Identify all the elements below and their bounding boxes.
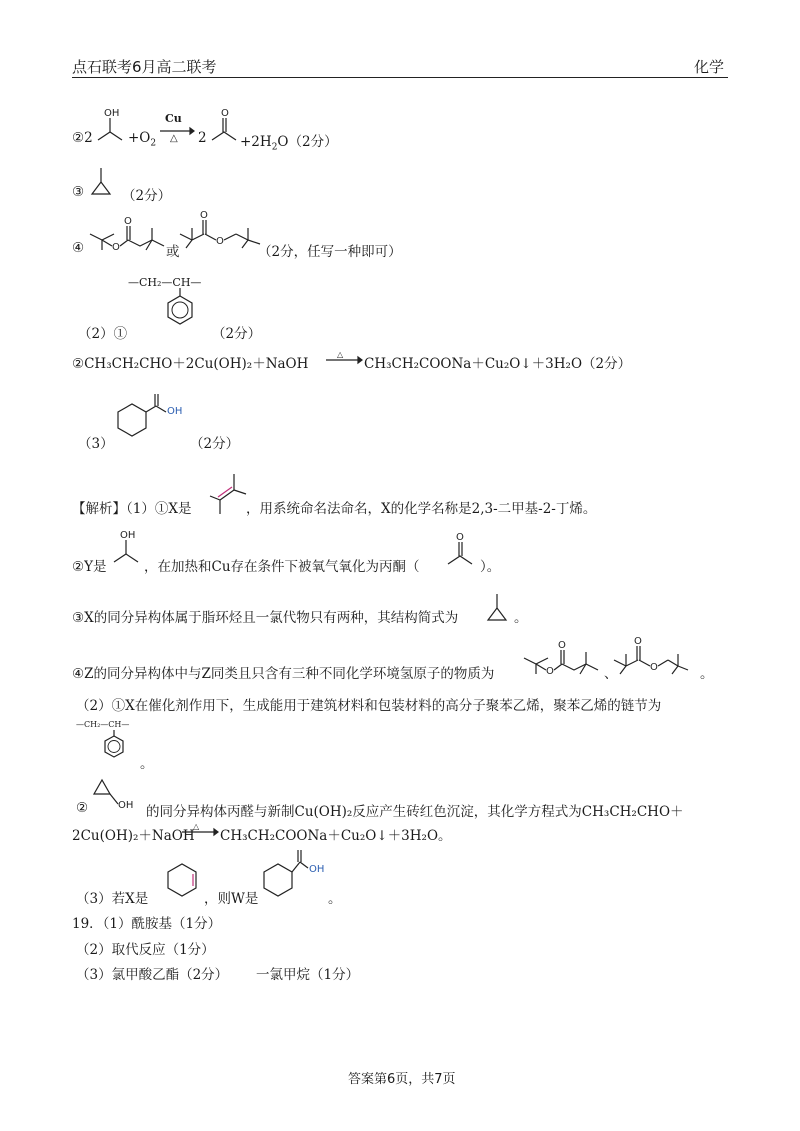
b2-arrow	[182, 822, 218, 836]
analysis-b2-line2-rest: CH₃CH₂COONa＋Cu₂O↓＋3H₂O。	[220, 828, 452, 844]
header-left: 点石联考6月高二联考	[72, 58, 217, 76]
analysis-b2-mark: ②	[76, 800, 89, 816]
q2-equation: ②CH₃CH₂CHO＋2Cu(OH)₂＋NaOH	[72, 356, 309, 372]
acetone-structure-2	[446, 530, 482, 570]
cyclohexene-structure	[160, 862, 204, 902]
analysis-a2-suffix: ）。	[480, 559, 501, 575]
item3-mark: ③	[72, 184, 85, 200]
ester-structure-1	[88, 212, 170, 252]
q19-part3a: （3）氯甲酸乙酯（2分）	[76, 967, 229, 983]
eq2-prefix: ②2	[72, 130, 93, 146]
cyclopropanol-structure	[88, 776, 138, 812]
analysis-a3: ③X的同分异构体属于脂环烃且一氯代物只有两种，其结构简式为	[72, 610, 459, 626]
svg-text:O: O	[124, 216, 132, 227]
q2-label: （2）①	[78, 326, 128, 342]
eq2-rest: $+2H_2O(2$分）	[240, 134, 338, 153]
analysis-a4-end: 。	[700, 666, 714, 682]
item3-score: （2分）	[122, 188, 172, 204]
analysis-a2-mid: ，在加热和Cu存在条件下被氧气氧化为丙酮（	[144, 559, 420, 575]
analysis-c-end: 。	[328, 891, 342, 907]
analysis-a2-prefix: ②Y是	[72, 559, 107, 575]
analysis-c-mid: ，则W是	[204, 891, 259, 907]
header-rule	[72, 77, 728, 78]
polystyrene-ring	[160, 288, 200, 332]
q2-score: （2分）	[212, 326, 262, 342]
analysis-c-prefix: （3）若X是	[76, 891, 149, 907]
analysis-b1-end: 。	[140, 756, 154, 772]
svg-text:△: △	[193, 822, 200, 831]
svg-text:O: O	[200, 210, 208, 221]
methylcyclopropane-structure	[88, 166, 124, 202]
header-right: 化学	[694, 58, 725, 76]
analysis-a1-suffix: ，用系统命名法命名，X的化学名称是2,3-二甲基-2-丁烯。	[246, 501, 597, 517]
eq2-cu-label: Cu	[165, 112, 182, 125]
cyclohexanecarboxylic-acid	[104, 392, 184, 452]
svg-text:O: O	[634, 636, 642, 647]
eq2-plus-o2: $+O_2$	[128, 130, 157, 149]
item4-or: 或	[166, 244, 180, 260]
q19-part3b: 一氯甲烷（1分）	[256, 967, 360, 983]
dimethylbutene-structure	[208, 470, 248, 518]
svg-text:O: O	[650, 662, 658, 673]
svg-text:OH: OH	[309, 864, 325, 875]
cyclohexanecarboxylic-acid-2	[258, 846, 338, 906]
q19-part1: 19．（1）酰胺基（1分）	[72, 916, 222, 932]
polystyrene-ring-2	[100, 730, 130, 764]
svg-text:OH: OH	[120, 530, 136, 541]
svg-text:O: O	[112, 242, 120, 253]
item4-score: （2分，任写一种即可）	[258, 244, 402, 260]
q19-part2: （2）取代反应（1分）	[76, 942, 215, 958]
svg-text:△: △	[337, 350, 344, 359]
analysis-a4-sep: 、	[604, 666, 618, 682]
analysis-a1-prefix: 【解析】（1）①X是	[72, 501, 192, 517]
ester-structure-4	[612, 634, 702, 674]
svg-text:O: O	[456, 532, 464, 543]
svg-text:O: O	[558, 640, 566, 651]
methylcyclopropane-structure-2	[484, 592, 518, 626]
page-number: 答案第6页，共7页	[348, 1072, 456, 1087]
polymer-unit-label: —CH₂—CH—	[128, 276, 202, 289]
eq2-coef: 2	[198, 130, 207, 146]
svg-text:OH: OH	[104, 108, 120, 119]
q3-score: （2分）	[190, 436, 240, 452]
svg-text:O: O	[546, 666, 554, 677]
svg-text:O: O	[216, 236, 224, 247]
polymer-unit-label-2: —CH₂—CH—	[76, 720, 130, 729]
analysis-b1: （2）①X在催化剂作用下，生成能用于建筑材料和包装材料的高分子聚苯乙烯，聚苯乙烯的链节为	[76, 698, 662, 714]
svg-text:OH: OH	[118, 800, 134, 811]
eq2-heat: △	[170, 133, 178, 144]
q2-equation-rest: CH₃CH₂COONa＋Cu₂O↓＋3H₂O（2分）	[364, 356, 632, 372]
analysis-b2-line2: 2Cu(OH)₂＋NaOH	[72, 828, 195, 844]
svg-text:OH: OH	[167, 406, 183, 417]
q3-label: （3）	[78, 436, 114, 452]
ester-structure-3	[522, 636, 604, 676]
analysis-b2-text: 的同分异构体丙醛与新制Cu(OH)₂反应产生砖红色沉淀，其化学方程式为CH₃CH₂CHO＋	[146, 804, 684, 820]
q2-arrow	[326, 350, 362, 364]
analysis-a4: ④Z的同分异构体中与Z同类且只含有三种不同化学环境氢原子的物质为	[72, 666, 495, 682]
svg-text:O: O	[221, 108, 229, 119]
item4-mark: ④	[72, 240, 85, 256]
isopropanol-structure-2	[112, 528, 148, 568]
analysis-a3-end: 。	[514, 610, 528, 626]
